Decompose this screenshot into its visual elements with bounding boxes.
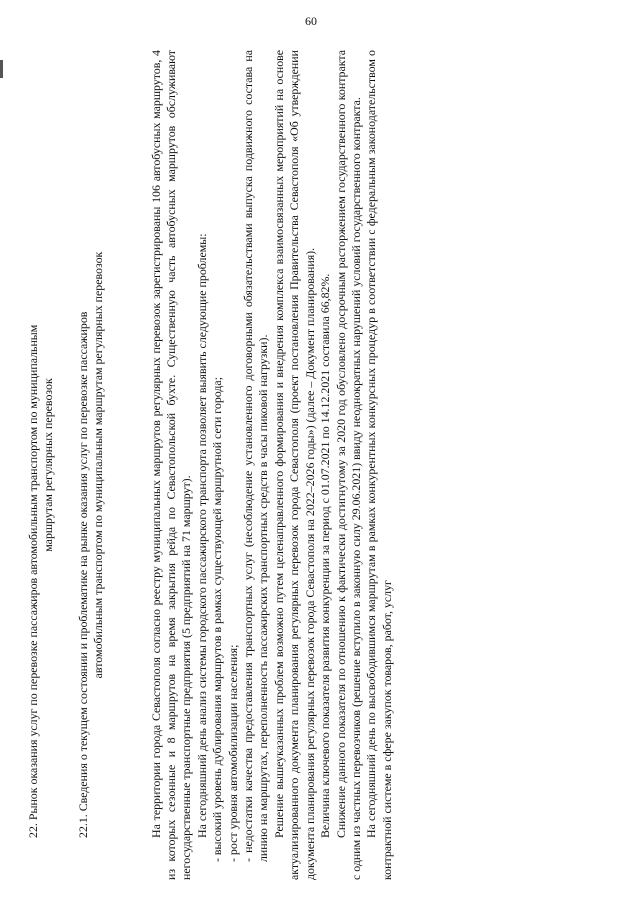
problem-item-quality: - недостатки качества предоставления транспортных услуг (несоблюдение установленного договорными обязательствами выпуска подвижного состава на линию на маршрутах, переполненность пассажирских транспортных средств в часы пиковой нагрузки). — [241, 50, 271, 862]
section-22-1-heading-line2: автомобильным транспортом по муниципальным маршрутам регулярных перевозок — [91, 251, 106, 679]
paragraph-solution: Решение вышеуказанных проблем возможно путем целенаправленного формирования и внедрения комплекса взаимосвязанных мероприятий на основе актуализированного документа планирования регулярных перевозок города Севастополя (проект постановления Правительства Севастополя «Об утверждении документа планирования регулярных перевозок города Севастополя на 2022–2026 годы») (далее – Документ планирования). — [271, 50, 317, 880]
section-22-1-heading-line1: 22.1. Сведения о текущем состоянии и проблематике на рынке оказания услуг по перевозке пассажиров — [75, 311, 90, 838]
margin-mark — [0, 60, 3, 78]
paragraph-routes-registry: На территории города Севастополя согласно реестру муниципальных маршрутов регулярных перевозок зарегистрированы 106 автобусных маршрутов, 4 из которых сезонные и 8 маршрутов на время закрытия рейда по Севастопольской бухте. Существенную часть автобусных маршрутов обслуживают негосударственные транспортные предприятия (5 предприятий на 71 маршрут). — [148, 50, 194, 880]
rotated-page-content — [26, 50, 586, 880]
paragraph-problems-intro: На сегодняшний день анализ системы городского пассажирского транспорта позволяет выявить следующие проблемы: — [194, 233, 209, 838]
section-22-heading-line1: 22. Рынок оказания услуг по перевозке пассажиров автомобильным транспортом по муниципальным — [26, 324, 40, 838]
problem-item-motorization: - рост уровня автомобилизации населения; — [225, 644, 240, 862]
page-number: 60 — [305, 14, 317, 28]
paragraph-key-indicator: Величина ключевого показателя развития конкуренции за период с 01.07.2021 по 14.12.2021 составила 66,82%. — [318, 273, 333, 838]
problem-item-duplication: - высокий уровень дублирования маршрутов в рамках существующей маршрутной сети города; — [210, 376, 225, 862]
paragraph-indicator-decrease: Снижение данного показателя по отношению к фактически достигнутому за 2020 год обусловлено досрочным расторжением государственного контракта с одним из частных перевозчиков (решение вступило в законную силу 29.06.2021) ввиду неоднократных нарушений условий государственного контракта. — [333, 50, 363, 880]
paragraph-current-routes: На сегодняшний день по высвободившимся маршрутам в рамках конкурентных конкурсных процедур в соответствии с федеральным законодательством о контрактной системе в сфере закупок товаров, работ, услуг — [364, 50, 394, 880]
section-22-heading-line2: маршрутам регулярных перевозок — [41, 378, 56, 552]
